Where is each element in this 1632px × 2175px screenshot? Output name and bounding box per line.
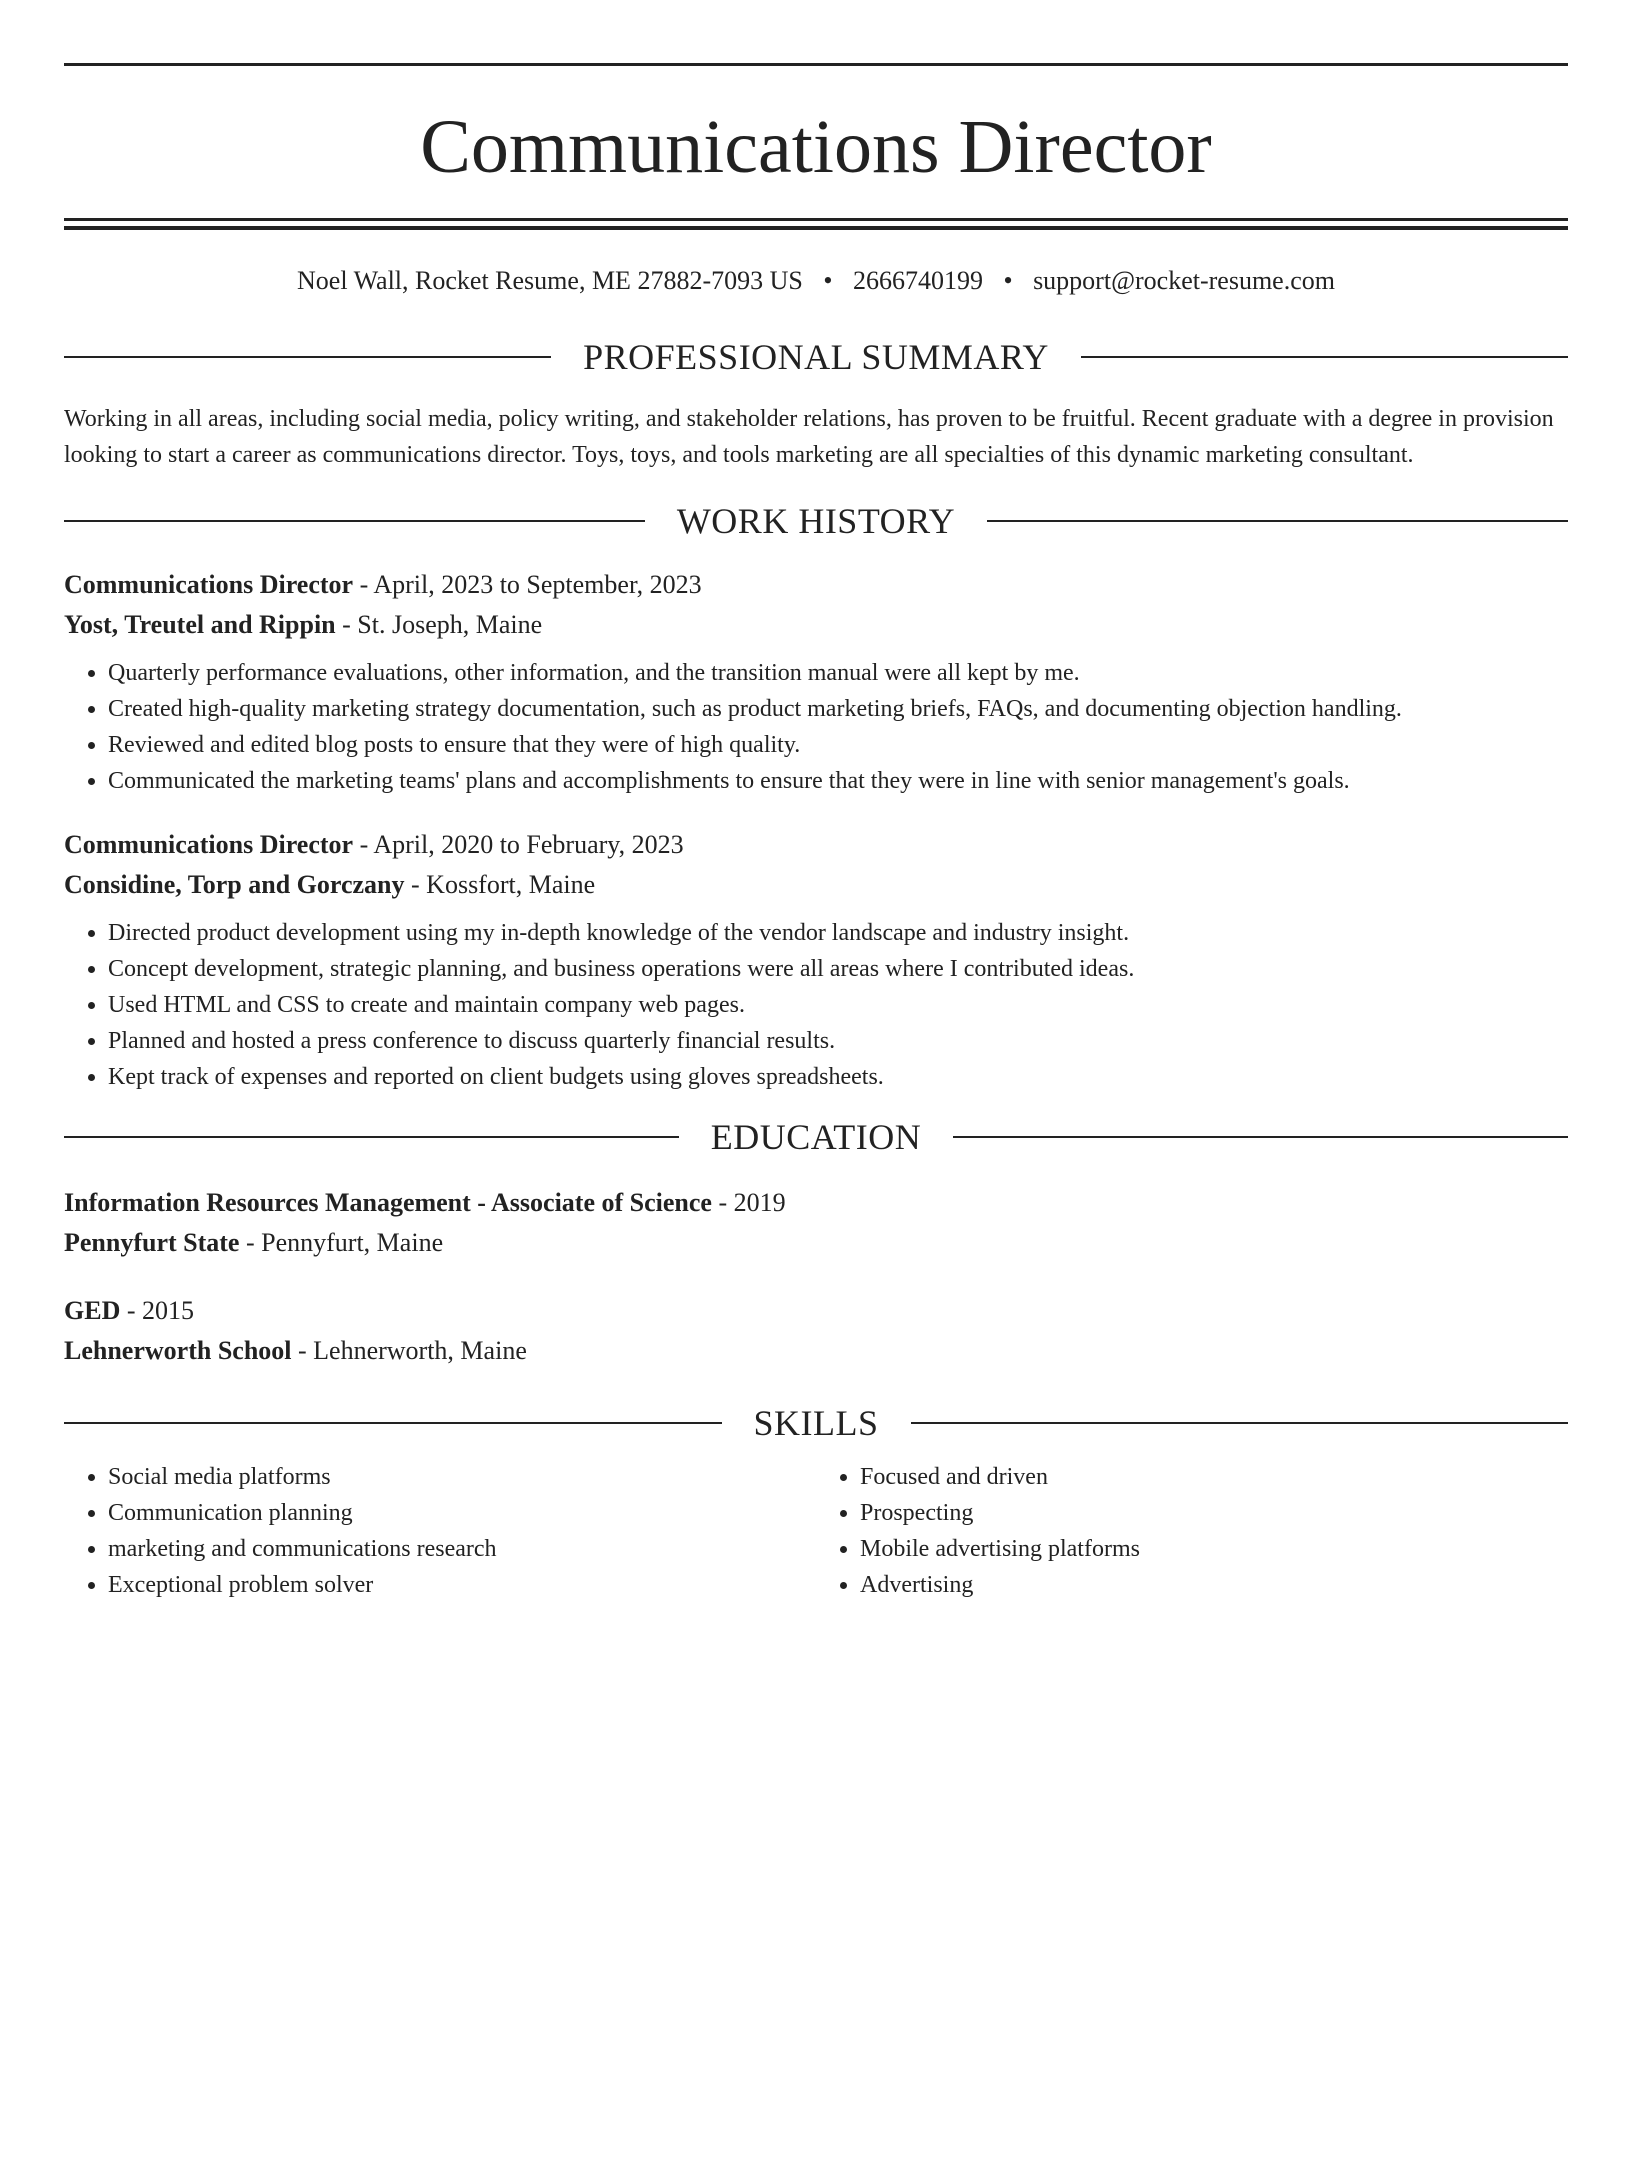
- skill-item: • Focused and driven: [860, 1459, 1568, 1495]
- skill-item: • Prospecting: [860, 1495, 1568, 1531]
- education-location: - Pennyfurt, Maine: [239, 1228, 444, 1257]
- section-title: WORK HISTORY: [676, 501, 956, 541]
- heading-rule: [987, 520, 1568, 522]
- education-school: Lehnerworth School: [64, 1336, 292, 1365]
- education-degree-line: [64, 1183, 1568, 1223]
- contact-separator: •: [823, 266, 833, 295]
- list-item: • Kept track of expenses and reported on client budgets using gloves spreadsheets.: [108, 1059, 1568, 1095]
- skill-item: • Communication planning: [108, 1495, 816, 1531]
- heading-rule: [911, 1422, 1569, 1424]
- contact-email: support@rocket-resume.com: [1033, 266, 1335, 295]
- job-location: - Kossfort, Maine: [404, 870, 596, 899]
- heading-rule: [64, 1136, 679, 1138]
- section-heading-work-history: [64, 499, 1568, 543]
- job-dates: - April, 2023 to September, 2023: [353, 570, 702, 599]
- skill-item: • Advertising: [860, 1567, 1568, 1603]
- section-title: PROFESSIONAL SUMMARY: [583, 337, 1049, 377]
- summary-text: Working in all areas, including social media, policy writing, and stakeholder relations, has proven to be fruitful. Recent graduate with a degree in provision looking to start a career as communications director. Toys, toys, and tools marketing are all specialties of this dynamic marketing consultant.: [64, 406, 1554, 468]
- list-item: • Planned and hosted a press conference to discuss quarterly financial results.: [108, 1023, 1568, 1059]
- job-title: Communications Director: [64, 570, 354, 599]
- skills-column-left: [64, 1459, 816, 1603]
- section-heading-skills: [64, 1401, 1568, 1445]
- skill-item: • marketing and communications research: [108, 1531, 816, 1567]
- education-year: - 2015: [120, 1296, 195, 1325]
- education-degree: Information Resources Management - Associate of Science: [64, 1188, 712, 1217]
- job-title: Communications Director: [64, 830, 354, 859]
- heading-rule: [1081, 356, 1568, 358]
- job-entry: [64, 565, 1568, 799]
- job-company: Yost, Treutel and Rippin: [64, 610, 336, 639]
- section-heading-education: [64, 1115, 1568, 1159]
- list-item: • Created high-quality marketing strategy documentation, such as product marketing briefs, FAQs, and documenting objection handling.: [108, 691, 1568, 727]
- education-school-line: [64, 1331, 1568, 1371]
- education-entry: [64, 1291, 1568, 1371]
- skill-item: • Exceptional problem solver: [108, 1567, 816, 1603]
- education-entry: [64, 1183, 1568, 1263]
- contact-phone: 2666740199: [852, 266, 983, 295]
- resume-title: Communications Director: [420, 105, 1212, 189]
- education-year: - 2019: [711, 1188, 786, 1217]
- list-item: • Quarterly performance evaluations, other information, and the transition manual were all kept by me.: [108, 655, 1568, 691]
- top-rule: [64, 63, 1568, 66]
- education-school-line: [64, 1223, 1568, 1263]
- skills-grid: [64, 1459, 1568, 1603]
- heading-rule: [953, 1136, 1568, 1138]
- list-item: • Communicated the marketing teams' plans and accomplishments to ensure that they were in line with senior management's goals.: [108, 763, 1568, 799]
- job-location: - St. Joseph, Maine: [335, 610, 543, 639]
- job-title-line: [64, 825, 1568, 865]
- contact-address: Noel Wall, Rocket Resume, ME 27882-7093 US: [297, 266, 803, 295]
- section-title: SKILLS: [753, 1403, 879, 1443]
- list-item: • Used HTML and CSS to create and maintain company web pages.: [108, 987, 1568, 1023]
- job-company: Considine, Torp and Gorczany: [64, 870, 405, 899]
- skill-item: • Mobile advertising platforms: [860, 1531, 1568, 1567]
- job-entry: [64, 825, 1568, 1095]
- list-item: • Concept development, strategic planning, and business operations were all areas where I contributed ideas.: [108, 951, 1568, 987]
- job-company-line: [64, 605, 1568, 645]
- list-item: • Directed product development using my in-depth knowledge of the vendor landscape and industry insight.: [108, 915, 1568, 951]
- contact-line: [64, 265, 1568, 297]
- section-title: EDUCATION: [710, 1117, 922, 1157]
- job-title-line: [64, 565, 1568, 605]
- education-degree-line: [64, 1291, 1568, 1331]
- education-degree: GED: [64, 1296, 121, 1325]
- skills-column-right: [816, 1459, 1568, 1603]
- section-heading-summary: [64, 335, 1568, 379]
- job-company-line: [64, 865, 1568, 905]
- heading-rule: [64, 520, 645, 522]
- list-item: • Reviewed and edited blog posts to ensure that they were of high quality.: [108, 727, 1568, 763]
- job-bullets: [64, 655, 1568, 799]
- heading-rule: [64, 1422, 722, 1424]
- skill-item: • Social media platforms: [108, 1459, 816, 1495]
- job-dates: - April, 2020 to February, 2023: [353, 830, 684, 859]
- job-bullets: [64, 915, 1568, 1095]
- title-double-rule: [64, 218, 1568, 230]
- education-location: - Lehnerworth, Maine: [291, 1336, 527, 1365]
- education-school: Pennyfurt State: [64, 1228, 240, 1257]
- contact-separator: •: [1003, 266, 1013, 295]
- heading-rule: [64, 356, 551, 358]
- resume-page: [0, 63, 1632, 2175]
